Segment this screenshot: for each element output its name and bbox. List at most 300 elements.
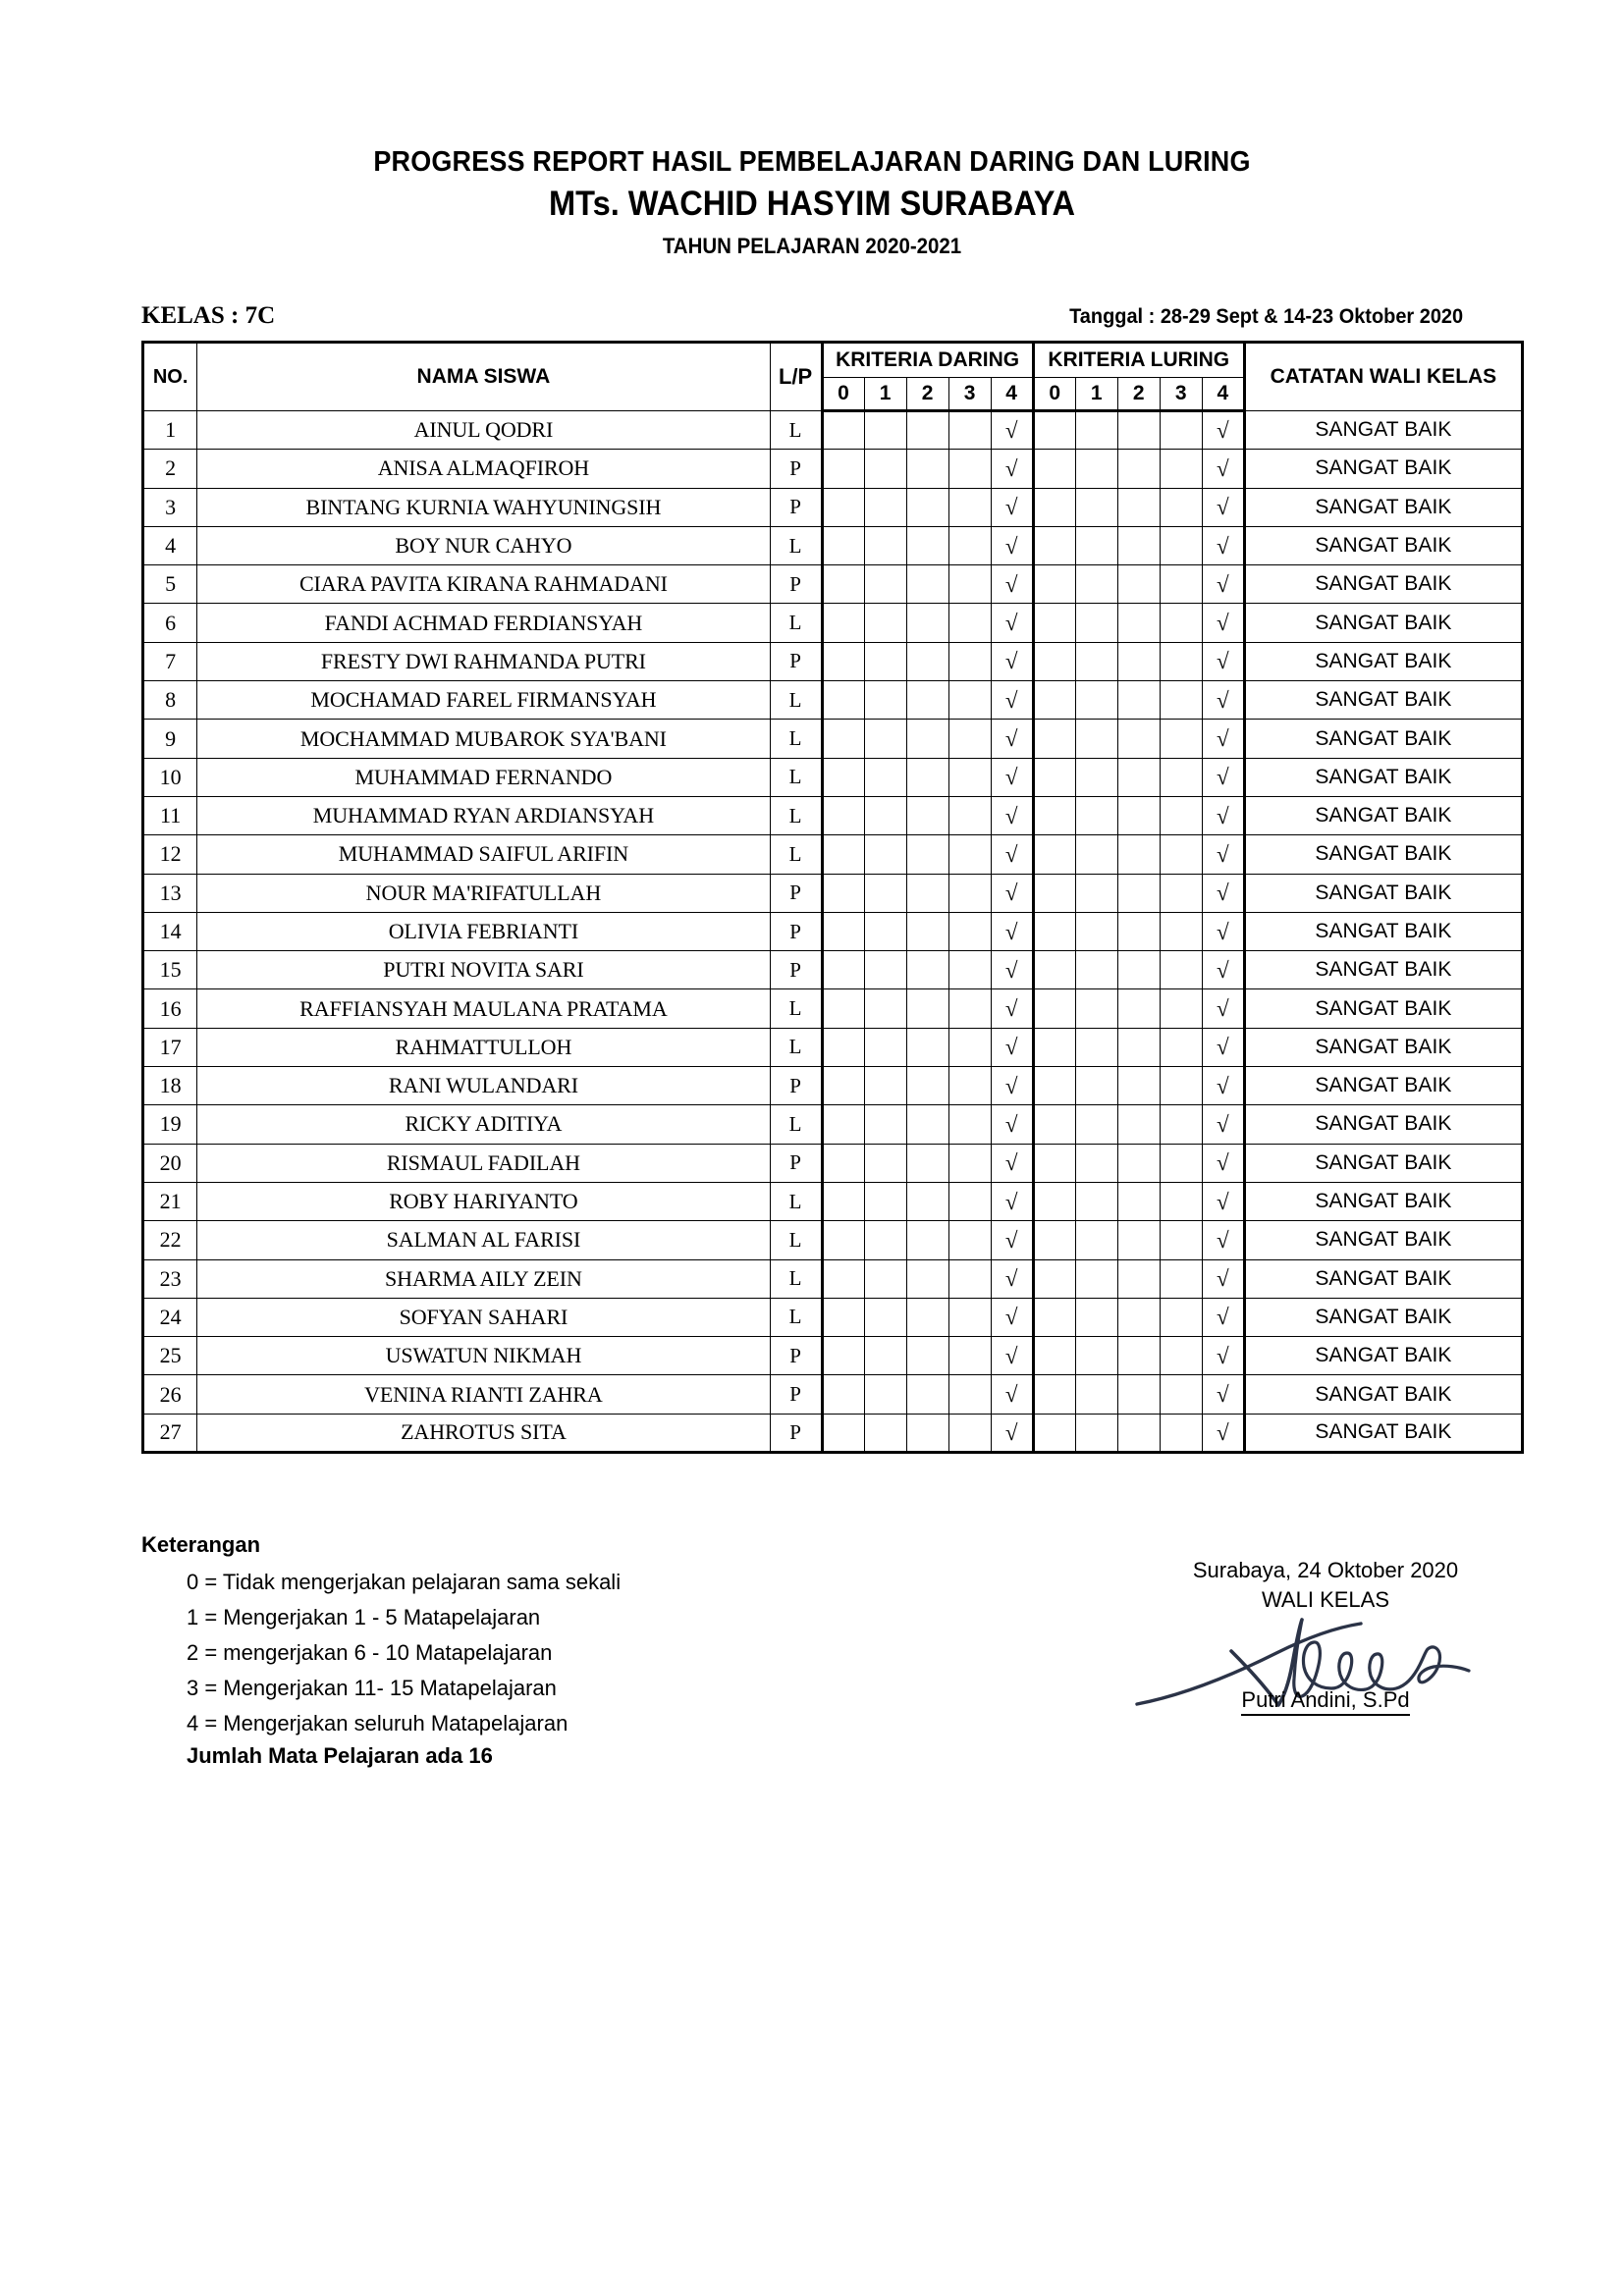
cell-daring-0[interactable] [822,604,864,642]
cell-luring-3[interactable] [1160,874,1202,912]
cell-daring-2[interactable] [906,912,948,950]
cell-daring-3[interactable] [948,1067,991,1105]
cell-luring-3[interactable] [1160,1298,1202,1336]
cell-luring-0[interactable] [1033,1298,1075,1336]
cell-luring-2[interactable] [1117,450,1160,488]
cell-daring-1[interactable] [864,642,906,680]
cell-daring-1[interactable] [864,1105,906,1144]
cell-student-name: MUHAMMAD SAIFUL ARIFIN [197,835,770,874]
cell-luring-2[interactable] [1117,1221,1160,1259]
cell-luring-1[interactable] [1075,604,1117,642]
cell-luring-1[interactable] [1075,720,1117,758]
cell-luring-4[interactable]: √ [1202,1375,1244,1414]
cell-luring-2[interactable] [1117,874,1160,912]
cell-daring-1[interactable] [864,1144,906,1182]
cell-daring-2[interactable] [906,1144,948,1182]
cell-luring-3[interactable] [1160,565,1202,604]
cell-daring-4[interactable]: √ [991,912,1033,950]
cell-daring-3[interactable] [948,1182,991,1220]
cell-daring-4[interactable]: √ [991,488,1033,526]
cell-luring-3[interactable] [1160,488,1202,526]
cell-luring-4[interactable]: √ [1202,526,1244,564]
cell-luring-3[interactable] [1160,1259,1202,1298]
cell-luring-2[interactable] [1117,758,1160,796]
cell-student-name: RANI WULANDARI [197,1067,770,1105]
cell-daring-0[interactable] [822,951,864,989]
cell-daring-3[interactable] [948,1144,991,1182]
cell-daring-4[interactable]: √ [991,1221,1033,1259]
cell-daring-3[interactable] [948,1337,991,1375]
cell-daring-3[interactable] [948,1028,991,1066]
cell-daring-0[interactable] [822,450,864,488]
cell-luring-1[interactable] [1075,951,1117,989]
cell-daring-1[interactable] [864,526,906,564]
cell-luring-1[interactable] [1075,526,1117,564]
cell-luring-2[interactable] [1117,1337,1160,1375]
cell-daring-4[interactable]: √ [991,874,1033,912]
cell-daring-1[interactable] [864,450,906,488]
cell-daring-4[interactable]: √ [991,796,1033,834]
cell-daring-0[interactable] [822,912,864,950]
cell-luring-0[interactable] [1033,488,1075,526]
cell-luring-4[interactable]: √ [1202,1337,1244,1375]
cell-daring-4[interactable]: √ [991,1375,1033,1414]
cell-luring-4[interactable]: √ [1202,1259,1244,1298]
cell-luring-4[interactable]: √ [1202,1414,1244,1452]
cell-luring-2[interactable] [1117,1105,1160,1144]
cell-daring-3[interactable] [948,526,991,564]
cell-luring-3[interactable] [1160,1144,1202,1182]
cell-luring-1[interactable] [1075,758,1117,796]
cell-daring-1[interactable] [864,681,906,720]
col-header-no: NO. [143,343,197,411]
cell-luring-0[interactable] [1033,1221,1075,1259]
cell-luring-0[interactable] [1033,796,1075,834]
cell-luring-1[interactable] [1075,411,1117,450]
cell-luring-0[interactable] [1033,1375,1075,1414]
cell-daring-0[interactable] [822,411,864,450]
cell-student-name: RAHMATTULLOH [197,1028,770,1066]
cell-daring-0[interactable] [822,989,864,1028]
cell-luring-4[interactable]: √ [1202,681,1244,720]
cell-luring-3[interactable] [1160,1221,1202,1259]
cell-daring-2[interactable] [906,758,948,796]
legend-item: 4 = Mengerjakan seluruh Matapelajaran [187,1711,568,1735]
table-header-row-groups [143,343,1523,378]
cell-luring-2[interactable] [1117,835,1160,874]
cell-daring-4[interactable]: √ [991,642,1033,680]
cell-daring-1[interactable] [864,874,906,912]
cell-luring-4[interactable]: √ [1202,1028,1244,1066]
cell-luring-1[interactable] [1075,1182,1117,1220]
cell-luring-0[interactable] [1033,450,1075,488]
cell-daring-3[interactable] [948,565,991,604]
cell-luring-2[interactable] [1117,411,1160,450]
cell-luring-3[interactable] [1160,1375,1202,1414]
cell-luring-4[interactable]: √ [1202,488,1244,526]
cell-daring-2[interactable] [906,951,948,989]
cell-luring-3[interactable] [1160,835,1202,874]
cell-luring-2[interactable] [1117,604,1160,642]
cell-daring-2[interactable] [906,1337,948,1375]
cell-daring-3[interactable] [948,1375,991,1414]
cell-luring-0[interactable] [1033,1182,1075,1220]
cell-luring-2[interactable] [1117,951,1160,989]
cell-daring-3[interactable] [948,642,991,680]
cell-luring-2[interactable] [1117,1375,1160,1414]
cell-luring-4[interactable]: √ [1202,912,1244,950]
cell-student-name: SOFYAN SAHARI [197,1298,770,1336]
cell-luring-2[interactable] [1117,642,1160,680]
cell-luring-3[interactable] [1160,642,1202,680]
cell-daring-1[interactable] [864,951,906,989]
cell-daring-3[interactable] [948,1259,991,1298]
cell-daring-1[interactable] [864,1182,906,1220]
cell-luring-2[interactable] [1117,796,1160,834]
cell-luring-4[interactable]: √ [1202,411,1244,450]
cell-daring-2[interactable] [906,1221,948,1259]
cell-luring-4[interactable]: √ [1202,951,1244,989]
cell-luring-2[interactable] [1117,1298,1160,1336]
cell-daring-2[interactable] [906,835,948,874]
cell-luring-0[interactable] [1033,565,1075,604]
cell-daring-1[interactable] [864,411,906,450]
cell-daring-3[interactable] [948,720,991,758]
cell-daring-1[interactable] [864,565,906,604]
cell-luring-0[interactable] [1033,411,1075,450]
cell-luring-4[interactable]: √ [1202,565,1244,604]
cell-daring-2[interactable] [906,1375,948,1414]
cell-luring-1[interactable] [1075,1105,1117,1144]
cell-daring-3[interactable] [948,758,991,796]
cell-daring-1[interactable] [864,720,906,758]
cell-luring-1[interactable] [1075,1298,1117,1336]
cell-luring-4[interactable]: √ [1202,758,1244,796]
cell-luring-3[interactable] [1160,1105,1202,1144]
cell-daring-1[interactable] [864,1259,906,1298]
cell-luring-1[interactable] [1075,488,1117,526]
cell-luring-2[interactable] [1117,1259,1160,1298]
cell-daring-4[interactable]: √ [991,526,1033,564]
cell-daring-0[interactable] [822,1337,864,1375]
cell-daring-3[interactable] [948,835,991,874]
cell-daring-1[interactable] [864,912,906,950]
cell-student-name: BOY NUR CAHYO [197,526,770,564]
cell-luring-0[interactable] [1033,1414,1075,1452]
cell-luring-0[interactable] [1033,1028,1075,1066]
cell-daring-1[interactable] [864,1337,906,1375]
cell-luring-3[interactable] [1160,450,1202,488]
cell-luring-0[interactable] [1033,874,1075,912]
cell-daring-4[interactable]: √ [991,1105,1033,1144]
cell-daring-3[interactable] [948,681,991,720]
cell-luring-3[interactable] [1160,1182,1202,1220]
cell-luring-4[interactable]: √ [1202,720,1244,758]
cell-daring-2[interactable] [906,1028,948,1066]
cell-daring-1[interactable] [864,989,906,1028]
cell-daring-2[interactable] [906,1067,948,1105]
cell-daring-1[interactable] [864,835,906,874]
cell-luring-0[interactable] [1033,912,1075,950]
cell-luring-3[interactable] [1160,411,1202,450]
signature-name: Putri Andini, S.Pd [1241,1687,1409,1716]
cell-luring-3[interactable] [1160,758,1202,796]
cell-daring-4[interactable]: √ [991,604,1033,642]
cell-daring-4[interactable]: √ [991,951,1033,989]
cell-daring-4[interactable]: √ [991,758,1033,796]
cell-daring-3[interactable] [948,1221,991,1259]
cell-luring-2[interactable] [1117,565,1160,604]
cell-luring-0[interactable] [1033,951,1075,989]
cell-daring-3[interactable] [948,450,991,488]
cell-daring-2[interactable] [906,604,948,642]
cell-daring-3[interactable] [948,796,991,834]
cell-luring-4[interactable]: √ [1202,642,1244,680]
cell-daring-0[interactable] [822,720,864,758]
cell-daring-1[interactable] [864,1375,906,1414]
cell-luring-0[interactable] [1033,642,1075,680]
cell-daring-2[interactable] [906,450,948,488]
cell-daring-2[interactable] [906,874,948,912]
cell-luring-1[interactable] [1075,1028,1117,1066]
cell-daring-0[interactable] [822,796,864,834]
cell-luring-4[interactable]: √ [1202,989,1244,1028]
cell-luring-4[interactable]: √ [1202,1144,1244,1182]
cell-luring-3[interactable] [1160,796,1202,834]
cell-daring-0[interactable] [822,1298,864,1336]
cell-luring-4[interactable]: √ [1202,1182,1244,1220]
cell-daring-2[interactable] [906,411,948,450]
cell-catatan: SANGAT BAIK [1244,1067,1522,1105]
cell-luring-0[interactable] [1033,758,1075,796]
cell-daring-3[interactable] [948,874,991,912]
cell-luring-4[interactable]: √ [1202,1067,1244,1105]
cell-luring-3[interactable] [1160,526,1202,564]
cell-daring-3[interactable] [948,1414,991,1452]
table-row [143,642,1523,680]
cell-daring-3[interactable] [948,1105,991,1144]
cell-luring-1[interactable] [1075,796,1117,834]
cell-daring-3[interactable] [948,989,991,1028]
cell-gender: L [770,720,822,758]
table-row [143,604,1523,642]
cell-luring-2[interactable] [1117,1028,1160,1066]
cell-luring-2[interactable] [1117,1182,1160,1220]
cell-daring-4[interactable]: √ [991,1028,1033,1066]
cell-daring-3[interactable] [948,488,991,526]
cell-daring-4[interactable]: √ [991,1414,1033,1452]
cell-daring-3[interactable] [948,604,991,642]
cell-luring-4[interactable]: √ [1202,796,1244,834]
cell-catatan: SANGAT BAIK [1244,758,1522,796]
cell-daring-4[interactable]: √ [991,720,1033,758]
cell-luring-2[interactable] [1117,1414,1160,1452]
cell-daring-2[interactable] [906,526,948,564]
cell-daring-4[interactable]: √ [991,989,1033,1028]
cell-daring-1[interactable] [864,796,906,834]
cell-luring-0[interactable] [1033,1259,1075,1298]
cell-luring-3[interactable] [1160,1414,1202,1452]
cell-luring-4[interactable]: √ [1202,1298,1244,1336]
cell-luring-3[interactable] [1160,604,1202,642]
cell-daring-0[interactable] [822,1259,864,1298]
cell-luring-1[interactable] [1075,681,1117,720]
cell-luring-4[interactable]: √ [1202,604,1244,642]
cell-luring-3[interactable] [1160,1337,1202,1375]
cell-daring-4[interactable]: √ [991,1298,1033,1336]
cell-daring-4[interactable]: √ [991,1182,1033,1220]
cell-daring-3[interactable] [948,951,991,989]
cell-luring-4[interactable]: √ [1202,874,1244,912]
cell-daring-1[interactable] [864,758,906,796]
cell-daring-1[interactable] [864,604,906,642]
cell-luring-3[interactable] [1160,720,1202,758]
cell-luring-2[interactable] [1117,488,1160,526]
cell-luring-4[interactable]: √ [1202,1105,1244,1144]
cell-luring-3[interactable] [1160,951,1202,989]
cell-daring-4[interactable]: √ [991,411,1033,450]
cell-luring-0[interactable] [1033,526,1075,564]
cell-luring-1[interactable] [1075,874,1117,912]
cell-luring-3[interactable] [1160,681,1202,720]
cell-daring-4[interactable]: √ [991,1067,1033,1105]
cell-daring-4[interactable]: √ [991,450,1033,488]
cell-daring-3[interactable] [948,912,991,950]
cell-luring-2[interactable] [1117,526,1160,564]
table-row [143,1028,1523,1066]
cell-luring-3[interactable] [1160,1067,1202,1105]
cell-daring-0[interactable] [822,1375,864,1414]
cell-daring-0[interactable] [822,526,864,564]
cell-daring-2[interactable] [906,796,948,834]
cell-daring-2[interactable] [906,1414,948,1452]
cell-gender: L [770,411,822,450]
cell-luring-0[interactable] [1033,989,1075,1028]
cell-daring-4[interactable]: √ [991,1337,1033,1375]
cell-daring-0[interactable] [822,681,864,720]
cell-daring-1[interactable] [864,488,906,526]
cell-luring-1[interactable] [1075,1337,1117,1375]
cell-luring-1[interactable] [1075,912,1117,950]
cell-daring-0[interactable] [822,1221,864,1259]
cell-daring-2[interactable] [906,642,948,680]
cell-daring-0[interactable] [822,1414,864,1452]
col-header-kriteria-luring: KRITERIA LURING [1033,343,1244,378]
cell-luring-4[interactable]: √ [1202,1221,1244,1259]
cell-luring-2[interactable] [1117,989,1160,1028]
cell-daring-0[interactable] [822,642,864,680]
cell-daring-1[interactable] [864,1067,906,1105]
cell-daring-0[interactable] [822,1105,864,1144]
cell-luring-2[interactable] [1117,912,1160,950]
cell-daring-2[interactable] [906,989,948,1028]
cell-daring-0[interactable] [822,1144,864,1182]
cell-luring-2[interactable] [1117,1144,1160,1182]
cell-luring-0[interactable] [1033,1105,1075,1144]
cell-daring-2[interactable] [906,1182,948,1220]
cell-luring-1[interactable] [1075,642,1117,680]
cell-daring-3[interactable] [948,1298,991,1336]
cell-daring-1[interactable] [864,1298,906,1336]
cell-luring-1[interactable] [1075,565,1117,604]
cell-gender: L [770,1221,822,1259]
table-row [143,565,1523,604]
cell-daring-0[interactable] [822,488,864,526]
table-row [143,951,1523,989]
cell-daring-2[interactable] [906,681,948,720]
cell-luring-0[interactable] [1033,720,1075,758]
cell-luring-3[interactable] [1160,989,1202,1028]
cell-daring-4[interactable]: √ [991,835,1033,874]
cell-daring-0[interactable] [822,874,864,912]
cell-luring-1[interactable] [1075,1259,1117,1298]
cell-luring-1[interactable] [1075,835,1117,874]
cell-student-name: RAFFIANSYAH MAULANA PRATAMA [197,989,770,1028]
cell-daring-0[interactable] [822,758,864,796]
cell-luring-4[interactable]: √ [1202,450,1244,488]
cell-luring-1[interactable] [1075,1221,1117,1259]
cell-daring-1[interactable] [864,1414,906,1452]
col-header-scale-daring-4: 4 [991,378,1033,411]
cell-daring-0[interactable] [822,1067,864,1105]
cell-luring-1[interactable] [1075,1067,1117,1105]
cell-luring-1[interactable] [1075,1414,1117,1452]
cell-daring-4[interactable]: √ [991,1259,1033,1298]
cell-daring-2[interactable] [906,720,948,758]
cell-luring-4[interactable]: √ [1202,835,1244,874]
cell-luring-2[interactable] [1117,1067,1160,1105]
cell-daring-0[interactable] [822,565,864,604]
cell-daring-2[interactable] [906,1298,948,1336]
cell-daring-4[interactable]: √ [991,565,1033,604]
cell-daring-3[interactable] [948,411,991,450]
cell-no: 27 [143,1414,197,1452]
cell-luring-1[interactable] [1075,1144,1117,1182]
cell-luring-0[interactable] [1033,681,1075,720]
cell-daring-1[interactable] [864,1221,906,1259]
cell-no: 14 [143,912,197,950]
cell-daring-0[interactable] [822,835,864,874]
cell-daring-2[interactable] [906,488,948,526]
legend-item: 0 = Tidak mengerjakan pelajaran sama sekali [187,1570,622,1594]
cell-catatan: SANGAT BAIK [1244,1259,1522,1298]
cell-luring-0[interactable] [1033,1337,1075,1375]
cell-daring-0[interactable] [822,1028,864,1066]
cell-luring-0[interactable] [1033,1144,1075,1182]
cell-catatan: SANGAT BAIK [1244,450,1522,488]
cell-catatan: SANGAT BAIK [1244,1182,1522,1220]
cell-daring-1[interactable] [864,1028,906,1066]
cell-luring-0[interactable] [1033,1067,1075,1105]
cell-luring-0[interactable] [1033,835,1075,874]
cell-daring-0[interactable] [822,1182,864,1220]
cell-luring-1[interactable] [1075,989,1117,1028]
cell-luring-1[interactable] [1075,450,1117,488]
cell-catatan: SANGAT BAIK [1244,912,1522,950]
cell-daring-2[interactable] [906,1259,948,1298]
cell-daring-4[interactable]: √ [991,1144,1033,1182]
cell-luring-1[interactable] [1075,1375,1117,1414]
cell-luring-3[interactable] [1160,912,1202,950]
cell-luring-3[interactable] [1160,1028,1202,1066]
table-row [143,1105,1523,1144]
cell-luring-0[interactable] [1033,604,1075,642]
cell-daring-2[interactable] [906,1105,948,1144]
cell-luring-2[interactable] [1117,681,1160,720]
cell-daring-2[interactable] [906,565,948,604]
cell-daring-4[interactable]: √ [991,681,1033,720]
cell-luring-2[interactable] [1117,720,1160,758]
